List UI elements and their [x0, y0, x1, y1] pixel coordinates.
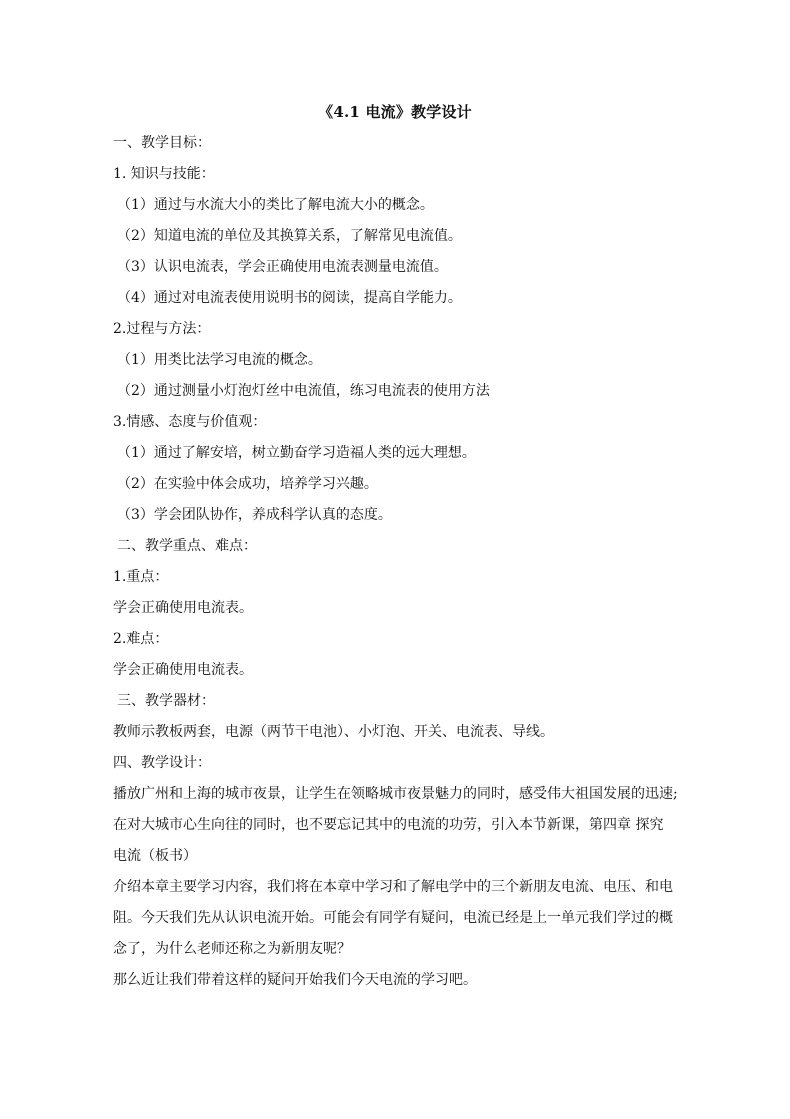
- paragraph-line: 教师示教板两套，电源（两节干电池）、小灯泡、开关、电流表、导线。: [113, 724, 554, 740]
- subheading-process-method: 2.过程与方法：: [113, 321, 211, 337]
- section-heading-objectives: 一、教学目标：: [113, 135, 211, 151]
- paragraph-line: 学会正确使用电流表。: [113, 600, 253, 616]
- section-heading-materials: 三、教学器材：: [117, 693, 215, 709]
- paragraph-line: 介绍本章主要学习内容，我们将在本章中学习和了解电学中的三个新朋友电流、电压、和电: [113, 879, 673, 895]
- paragraph-line: （1）通过与水流大小的类比了解电流大小的概念。: [117, 197, 434, 213]
- paragraph-line: 在对大城市心生向往的同时，也不要忘记其中的电流的功劳，引入本节新课，第四章 探究: [113, 817, 664, 833]
- paragraph-line: 电流（板书）: [113, 848, 197, 864]
- paragraph-line: （4）通过对电流表使用说明书的阅读，提高自学能力。: [117, 290, 462, 306]
- paragraph-line: （3）学会团队协作，养成科学认真的态度。: [117, 507, 392, 523]
- section-heading-design: 四、教学设计：: [113, 755, 211, 771]
- document-title: 《4.1 电流》教学设计: [318, 103, 472, 121]
- subheading-key-point: 1.重点：: [113, 569, 169, 585]
- paragraph-line: 学会正确使用电流表。: [113, 662, 253, 678]
- paragraph-line: （2）知道电流的单位及其换算关系，了解常见电流值。: [117, 228, 462, 244]
- paragraph-line: 那么近让我们带着这样的疑问开始我们今天电流的学习吧。: [113, 972, 477, 988]
- section-heading-key-points: 二、教学重点、难点：: [117, 538, 257, 554]
- paragraph-line: 阻。今天我们先从认识电流开始。可能会有同学有疑问，电流已经是上一单元我们学过的概: [113, 910, 673, 926]
- subheading-knowledge-skills: 1. 知识与技能：: [113, 166, 215, 182]
- subheading-attitudes-values: 3.情感、态度与价值观：: [113, 414, 267, 430]
- paragraph-line: （2）在实验中体会成功，培养学习兴趣。: [117, 476, 378, 492]
- paragraph-line: 播放广州和上海的城市夜景，让学生在领略城市夜景魅力的同时，感受伟大祖国发展的迅速;: [113, 786, 678, 802]
- paragraph-line: （2）通过测量小灯泡灯丝中电流值，练习电流表的使用方法: [117, 383, 490, 399]
- paragraph-line: （3）认识电流表，学会正确使用电流表测量电流值。: [117, 259, 448, 275]
- paragraph-line: 念了，为什么老师还称之为新朋友呢？: [113, 941, 351, 957]
- subheading-difficulty: 2.难点：: [113, 631, 169, 647]
- paragraph-line: （1）用类比法学习电流的概念。: [117, 352, 322, 368]
- paragraph-line: （1）通过了解安培，树立勤奋学习造福人类的远大理想。: [117, 445, 476, 461]
